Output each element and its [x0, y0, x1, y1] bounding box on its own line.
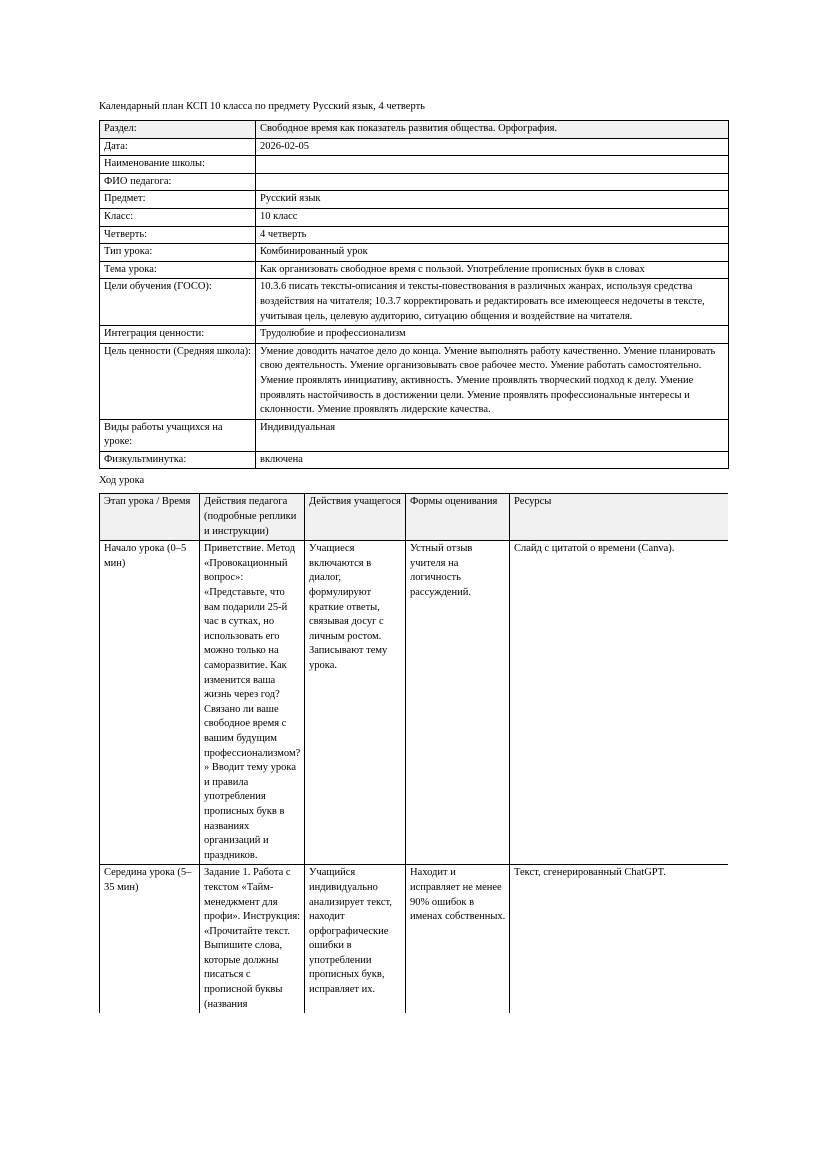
- info-row-value: Как организовать свободное время с пользой. Употребление прописных букв в словах: [256, 261, 729, 279]
- info-row-label: Наименование школы:: [100, 156, 256, 174]
- info-row-value: Русский язык: [256, 191, 729, 209]
- lesson-flow-table: [99, 493, 728, 1013]
- info-row-label: Дата:: [100, 138, 256, 156]
- table-row: [100, 419, 729, 451]
- info-row-value: Индивидуальная: [256, 419, 729, 451]
- lesson-info-table-wrapper: [99, 120, 728, 469]
- info-row-value: Свободное время как показатель развития общества. Орфография.: [256, 121, 729, 139]
- info-row-label: Класс:: [100, 208, 256, 226]
- resources-cell: Текст, сгенерированный ChatGPT.: [510, 865, 729, 1014]
- info-row-label: Тип урока:: [100, 244, 256, 262]
- table-row: [100, 173, 729, 191]
- table-row: [100, 343, 729, 419]
- column-header: Действия учащегося: [305, 494, 406, 541]
- page-title: Календарный план КСП 10 класса по предмету Русский язык, 4 четверть: [99, 101, 425, 112]
- lesson-flow-table-body: [100, 541, 729, 1014]
- info-row-value: [256, 173, 729, 191]
- lesson-flow-table-wrapper: [99, 493, 728, 1013]
- table-row: [100, 156, 729, 174]
- table-row: [100, 191, 729, 209]
- info-row-value: [256, 156, 729, 174]
- info-row-label: Физкультминутка:: [100, 451, 256, 469]
- table-row: [100, 226, 729, 244]
- info-row-label: Предмет:: [100, 191, 256, 209]
- lesson-info-table-body: [100, 121, 729, 469]
- teacher-actions-cell: Приветствие. Метод «Провокационный вопрос»: «Представьте, что вам подарили 25-й час в сутках, но использовать его можно только на саморазвитие. Как изменится ваша жизнь через год? Связано ли ваше свободное время с вашим будущим профессионализмом?» Вводит тему урока и правила употребления прописных букв в названиях организаций и праздников.: [200, 541, 305, 865]
- info-row-value: включена: [256, 451, 729, 469]
- info-row-value: 10 класс: [256, 208, 729, 226]
- stage-cell: Середина урока (5–35 мин): [100, 865, 200, 1014]
- student-actions-cell: Учащийся индивидуально анализирует текст, находит орфографические ошибки в употреблении прописных букв, исправляет их.: [305, 865, 406, 1014]
- info-row-label: Виды работы учащихся на уроке:: [100, 419, 256, 451]
- page-content: [99, 99, 728, 1015]
- info-row-label: Четверть:: [100, 226, 256, 244]
- table-row: [100, 326, 729, 344]
- table-row: [100, 541, 729, 865]
- info-row-label: Цели обучения (ГОСО):: [100, 279, 256, 326]
- table-row: [100, 865, 729, 1014]
- info-row-value: Трудолюбие и профессионализм: [256, 326, 729, 344]
- assessment-forms-cell: Находит и исправляет не менее 90% ошибок в именах собственных.: [406, 865, 510, 1014]
- table-header-row: [100, 494, 729, 541]
- info-row-value: 4 четверть: [256, 226, 729, 244]
- table-row: [100, 261, 729, 279]
- table-row: [100, 279, 729, 326]
- info-row-label: Раздел:: [100, 121, 256, 139]
- lesson-flow-table-head: [100, 494, 729, 541]
- info-row-value: Умение доводить начатое дело до конца. Умение выполнять работу качественно. Умение планировать свою деятельность. Умение организовывать свое рабочее место. Умение работать самостоятельно. Умение проявлять инициативу, активность. Умение проявлять творческий подход к делу. Умение проявлять настойчивость в достижении цели. Умение проявлять профессиональные интересы и склонности. Умение проявлять лидерские качества.: [256, 343, 729, 419]
- table-row: [100, 138, 729, 156]
- info-row-value: Комбинированный урок: [256, 244, 729, 262]
- column-header: Ресурсы: [510, 494, 729, 541]
- stage-cell: Начало урока (0–5 мин): [100, 541, 200, 865]
- info-row-label: Тема урока:: [100, 261, 256, 279]
- column-header: Действия педагога (подробные реплики и инструкции): [200, 494, 305, 541]
- teacher-actions-cell: Задание 1. Работа с текстом «Тайм-менеджмент для профи». Инструкция: «Прочитайте текст. Выпишите слова, которые должны писаться с прописной буквы (названия: [200, 865, 305, 1014]
- column-header: Формы оценивания: [406, 494, 510, 541]
- table-row: [100, 121, 729, 139]
- assessment-forms-cell: Устный отзыв учителя на логичность рассуждений.: [406, 541, 510, 865]
- lesson-info-table: [99, 120, 729, 469]
- info-row-value: 2026-02-05: [256, 138, 729, 156]
- info-row-label: Цель ценности (Средняя школа):: [100, 343, 256, 419]
- student-actions-cell: Учащиеся включаются в диалог, формулируют краткие ответы, связывая досуг с личным ростом. Записывают тему урока.: [305, 541, 406, 865]
- info-row-value: 10.3.6 писать тексты-описания и тексты-повествования в различных жанрах, используя средства воздействия на читателя; 10.3.7 корректировать и редактировать все имеющееся недочеты в тексте, учитывая цель, целевую аудиторию, ситуацию общения и воздействие на читателя.: [256, 279, 729, 326]
- table-row: [100, 451, 729, 469]
- table-row: [100, 208, 729, 226]
- info-row-label: ФИО педагога:: [100, 173, 256, 191]
- info-row-label: Интеграция ценности:: [100, 326, 256, 344]
- lesson-flow-label: Ход урока: [99, 475, 145, 487]
- table-row: [100, 244, 729, 262]
- resources-cell: Слайд с цитатой о времени (Canva).: [510, 541, 729, 865]
- column-header: Этап урока / Время: [100, 494, 200, 541]
